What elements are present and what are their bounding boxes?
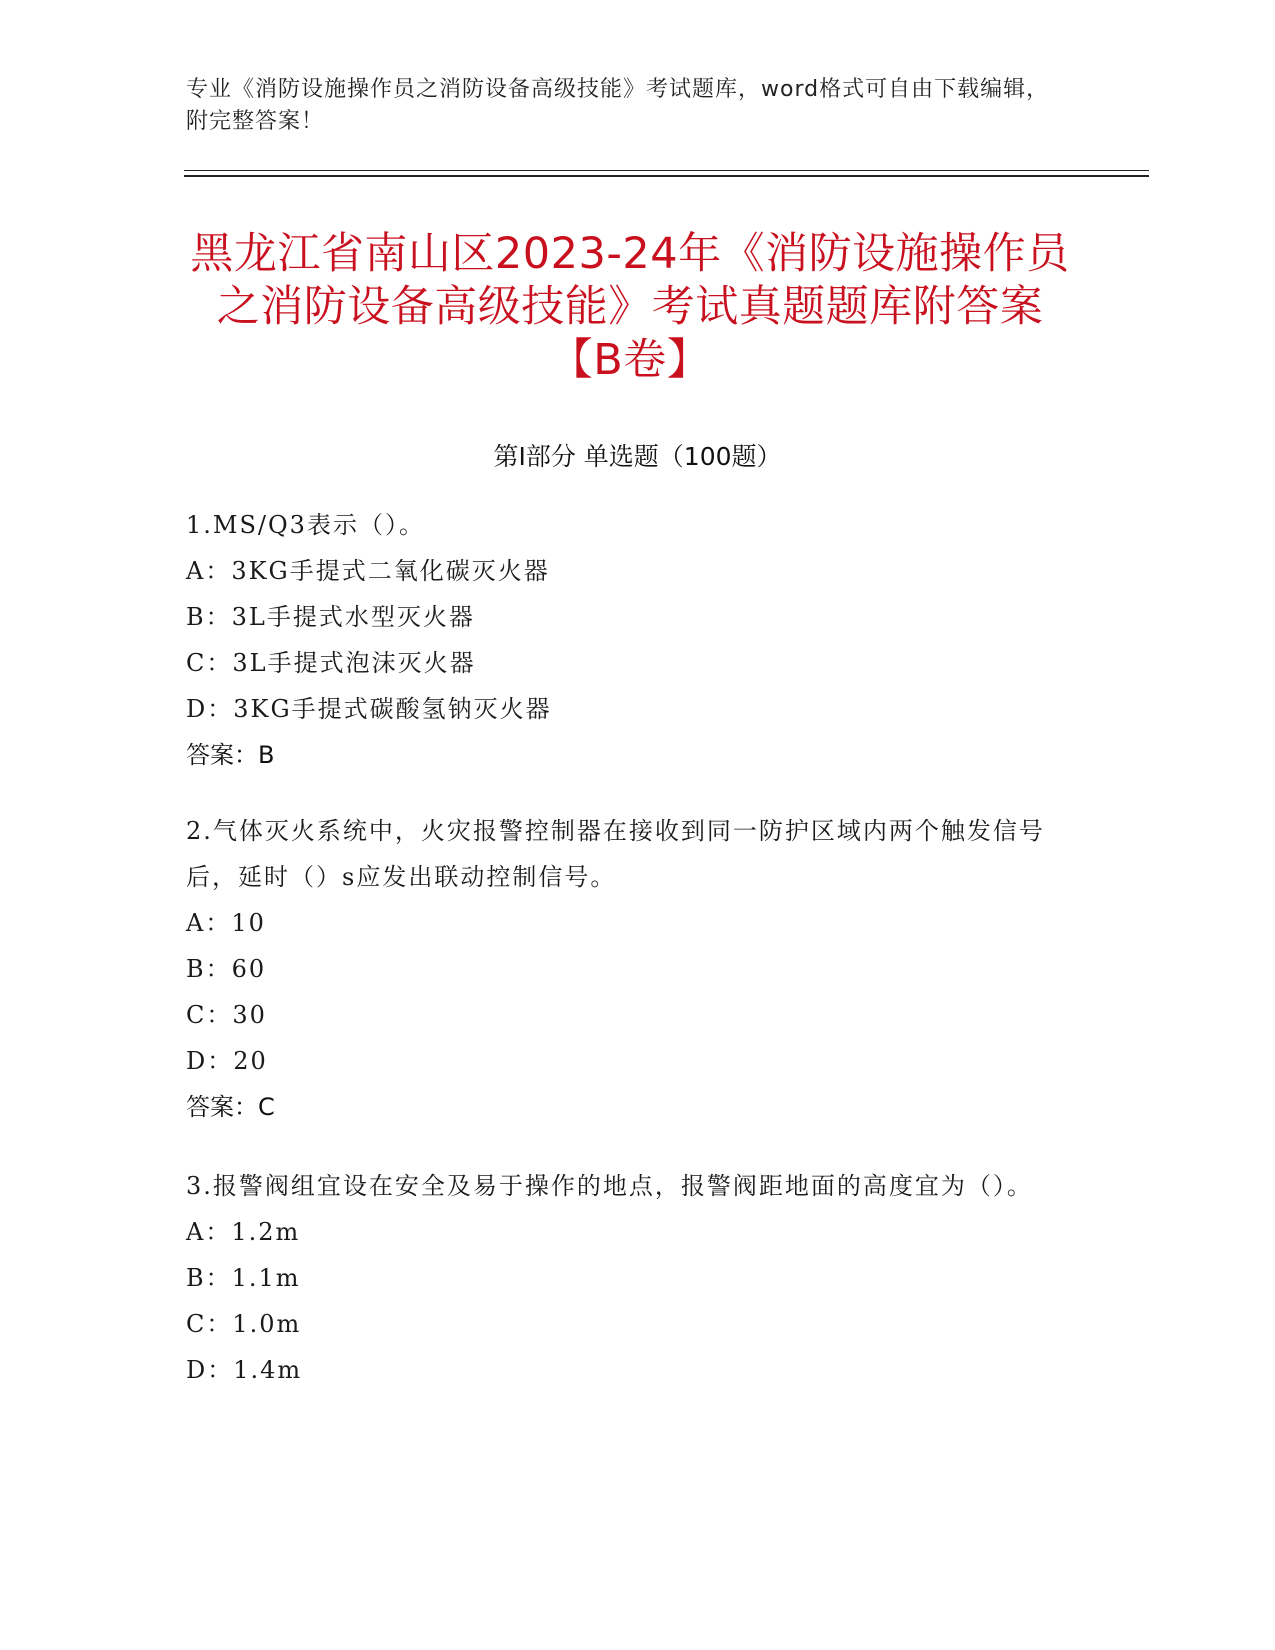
answer-line: 答案：B [186,741,275,769]
question-2 [186,808,1066,1130]
question-stem: 2.气体灭火系统中，火灾报警控制器在接收到同一防护区域内两个触发信号后，延时（）s应发出联动控制信号。 [186,817,1045,891]
option-a: A：3KG手提式二氧化碳灭火器 [186,557,550,585]
question-1 [186,502,1066,778]
question-stem: 3.报警阀组宜设在安全及易于操作的地点，报警阀距地面的高度宜为（）。 [186,1172,1033,1200]
option-b: B：3L手提式水型灭火器 [186,603,475,631]
option-c: C：3L手提式泡沫灭火器 [186,649,476,677]
option-b: B：1.1m [186,1264,301,1292]
option-c: C：1.0m [186,1310,302,1338]
header-divider-thick [184,175,1149,177]
answer-line: 答案：C [186,1093,275,1121]
option-d: D：20 [186,1047,268,1075]
header-note: 专业《消防设施操作员之消防设备高级技能》考试题库，word格式可自由下载编辑，附完整答案！ [186,77,1050,134]
section-heading: 第Ⅰ部分 单选题（100题） [493,442,782,471]
option-a: A：10 [186,909,266,937]
question-3 [186,1163,1066,1393]
option-d: D：3KG手提式碳酸氢钠灭火器 [186,695,552,723]
question-stem: 1.MS/Q3表示（）。 [186,511,425,539]
option-c: C：30 [186,1001,267,1029]
option-a: A：1.2m [186,1218,301,1246]
option-d: D：1.4m [186,1356,303,1384]
header-divider-thin [184,170,1149,171]
document-title: 黑龙江省南山区2023-24年《消防设施操作员之消防设备高级技能》考试真题题库附答案【B卷】 [190,229,1070,385]
option-b: B：60 [186,955,267,983]
